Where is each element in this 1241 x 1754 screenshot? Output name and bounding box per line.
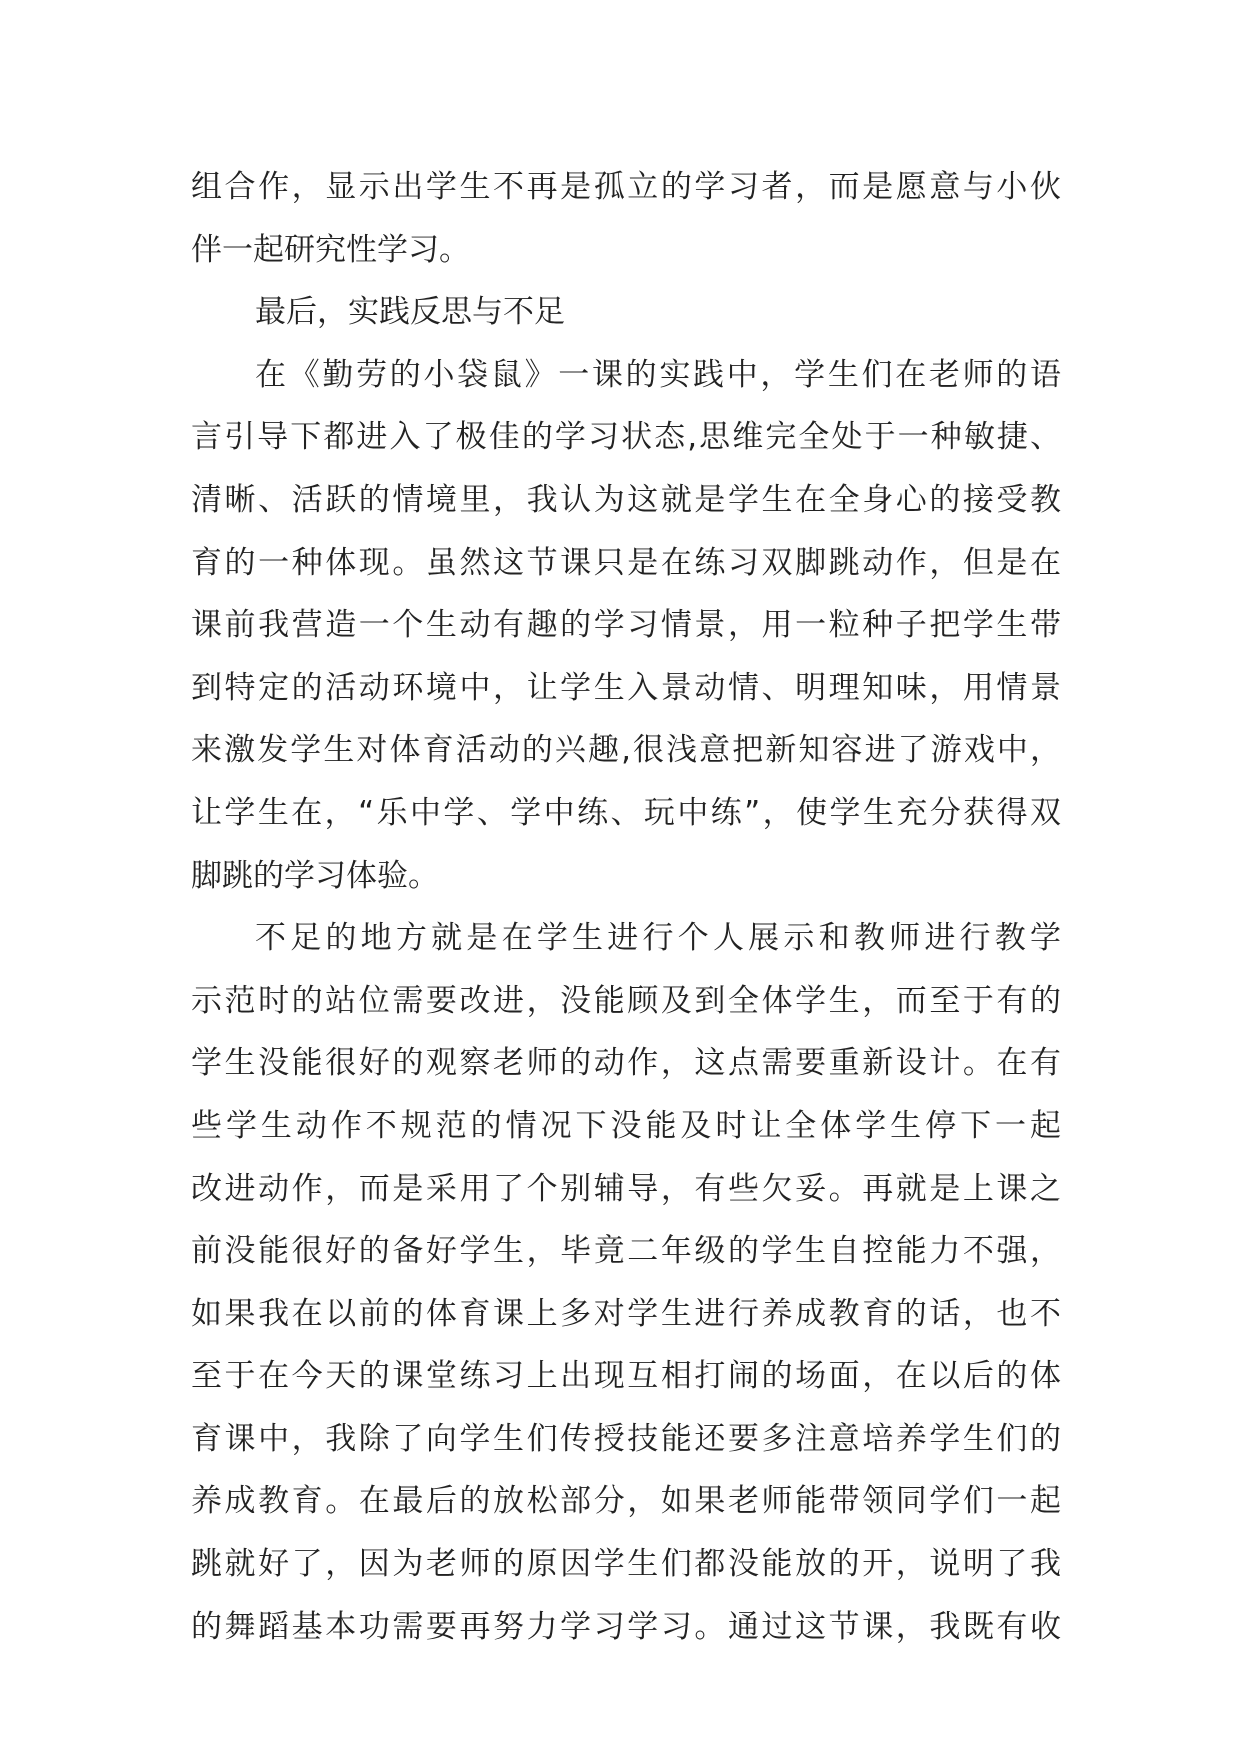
body-text (191, 156, 1061, 1658)
text-line: 跳就好了，因为老师的原因学生们都没能放的开，说明了我 (191, 1546, 1061, 1583)
text-line: 脚跳的学习体验。 (191, 857, 439, 894)
text-line: 至于在今天的课堂练习上出现互相打闹的场面，在以后的体 (191, 1358, 1061, 1395)
text-line: 的舞蹈基本功需要再努力学习学习。通过这节课，我既有收 (191, 1608, 1061, 1645)
text-line: 来激发学生对体育活动的兴趣,很浅意把新知容进了游戏中， (191, 732, 1061, 769)
text-line: 言引导下都进入了极佳的学习状态,思维完全处于一种敏捷、 (191, 419, 1061, 456)
text-line: 养成教育。在最后的放松部分，如果老师能带领同学们一起 (191, 1483, 1061, 1520)
text-line: 组合作，显示出学生不再是孤立的学习者，而是愿意与小伙 (191, 169, 1061, 205)
text-line: 学生没能很好的观察老师的动作，这点需要重新设计。在有 (191, 1045, 1061, 1082)
text-line: 育课中，我除了向学生们传授技能还要多注意培养学生们的 (191, 1420, 1061, 1457)
text-line: 些学生动作不规范的情况下没能及时让全体学生停下一起 (191, 1107, 1061, 1144)
text-line: 清晰、活跃的情境里，我认为这就是学生在全身心的接受教 (191, 481, 1061, 518)
text-line: 让学生在，“乐中学、学中练、玩中练”，使学生充分获得双 (191, 794, 1061, 831)
text-line: 到特定的活动环境中，让学生入景动情、明理知味，用情景 (191, 669, 1061, 706)
text-line: 如果我在以前的体育课上多对学生进行养成教育的话，也不 (191, 1295, 1061, 1332)
paragraph-first-line: 不足的地方就是在学生进行个人展示和教师进行教学 (255, 920, 1061, 957)
paragraph-first-line: 在《勤劳的小袋鼠》一课的实践中，学生们在老师的语 (255, 356, 1061, 393)
text-line: 改进动作，而是采用了个别辅导，有些欠妥。再就是上课之 (191, 1170, 1061, 1207)
text-line: 伴一起研究性学习。 (191, 231, 470, 268)
text-line: 示范时的站位需要改进，没能顾及到全体学生，而至于有的 (191, 982, 1061, 1019)
text-line: 课前我营造一个生动有趣的学习情景，用一粒种子把学生带 (191, 607, 1061, 644)
text-line: 前没能很好的备好学生，毕竟二年级的学生自控能力不强， (191, 1233, 1061, 1270)
text-line: 育的一种体现。虽然这节课只是在练习双脚跳动作，但是在 (191, 544, 1061, 581)
paragraph-first-line: 最后，实践反思与不足 (255, 294, 565, 331)
